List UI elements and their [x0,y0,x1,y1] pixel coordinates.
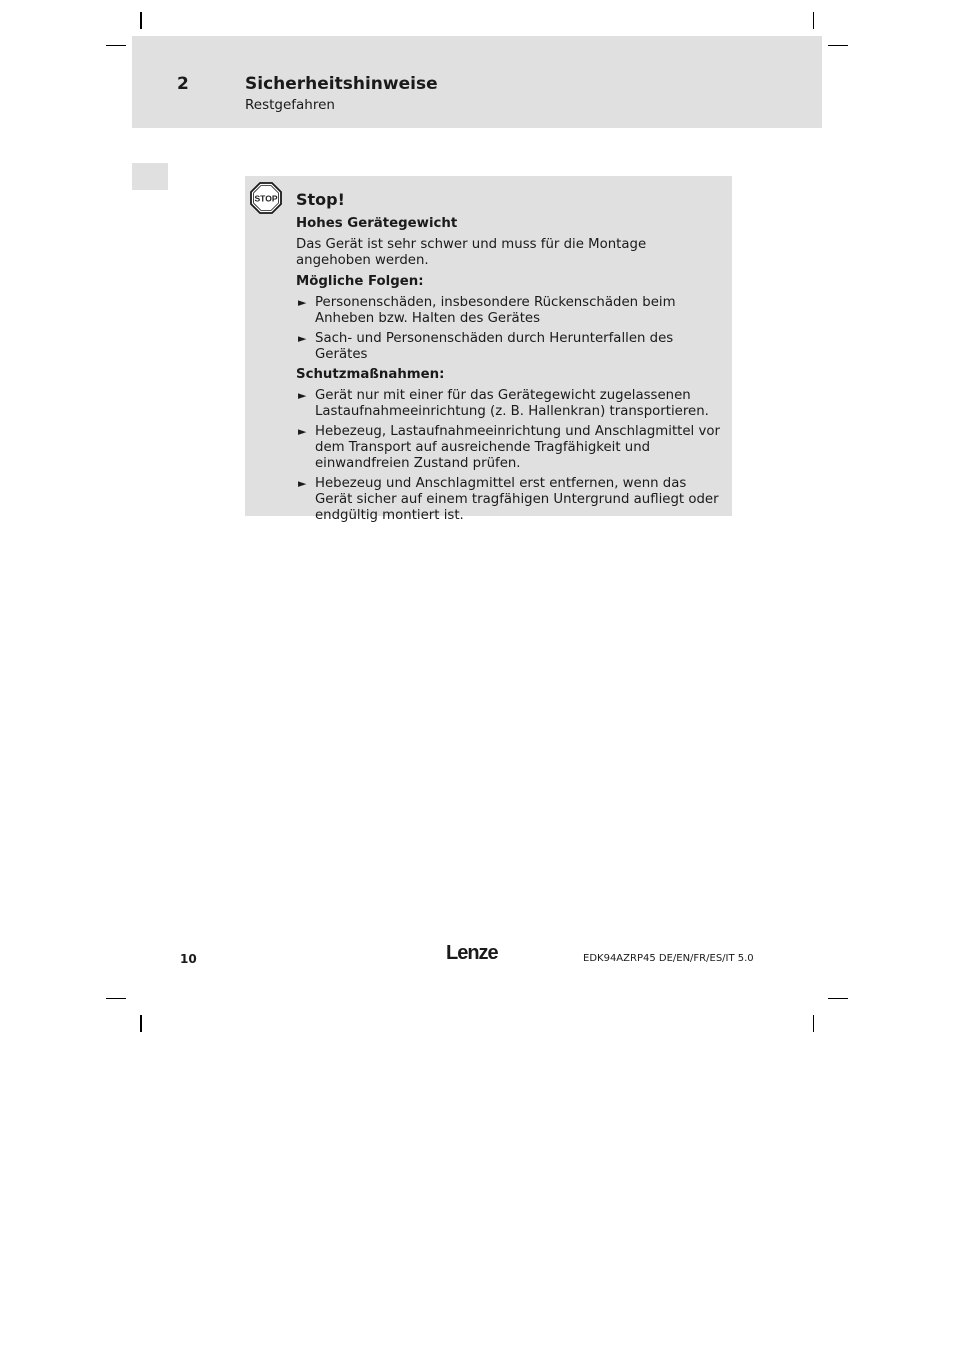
crop-mark [813,1015,814,1032]
measures-list [296,388,724,524]
document-code: EDK94AZRP45 DE/EN/FR/ES/IT 5.0 [583,953,754,964]
crop-mark [140,12,142,29]
page-number: 10 [180,952,197,966]
bullet-arrow-icon: ► [298,425,307,438]
stop-sign-icon [250,182,282,214]
measures-label: Schutzmaßnahmen: [296,367,445,382]
list-item: ► Hebezeug und Anschlagmittel erst entfernen, wenn das Gerät sicher auf einem tragfähigen Untergrund aufliegt oder endgültig montiert ist. [298,476,719,523]
side-tab [132,163,168,190]
consequences-label: Mögliche Folgen: [296,274,424,289]
bullet-arrow-icon: ► [298,389,307,402]
chapter-title: Sicherheitshinweise [245,74,438,94]
bullet-arrow-icon: ► [298,477,307,490]
chapter-subtitle: Restgefahren [245,97,335,113]
list-item: ► Sach- und Personenschäden durch Herunterfallen des Gerätes [298,331,674,362]
header-band [132,36,822,128]
list-item: ► Personenschäden, insbesondere Rückenschäden beim Anheben bzw. Halten des Gerätes [298,295,676,326]
bullet-arrow-icon: ► [298,296,307,309]
crop-mark [813,12,814,29]
crop-mark [140,1015,142,1032]
crop-mark [106,45,126,46]
stop-content [296,190,724,528]
chapter-number: 2 [177,74,189,94]
stop-title: Stop! [296,190,345,209]
list-item: ► Gerät nur mit einer für das Gerätegewicht zugelassenen Lastaufnahmeeinrichtung (z. B. Hallenkran) transportieren. [298,388,709,419]
crop-mark [828,998,848,999]
bullet-arrow-icon: ► [298,332,307,345]
stop-sign-text: STOP [254,193,278,204]
stop-heading: Hohes Gerätegewicht [296,216,458,231]
crop-mark [106,998,126,999]
crop-mark [828,45,848,46]
lenze-logo: Lenze [446,942,498,964]
list-item: ► Hebezeug, Lastaufnahmeeinrichtung und Anschlagmittel vor dem Transport auf ausreichende Tragfähigkeit und einwandfreien Zustand prüfen. [298,424,720,471]
stop-intro: Das Gerät ist sehr schwer und muss für die Montage angehoben werden. [296,237,647,268]
consequences-list [296,295,724,363]
